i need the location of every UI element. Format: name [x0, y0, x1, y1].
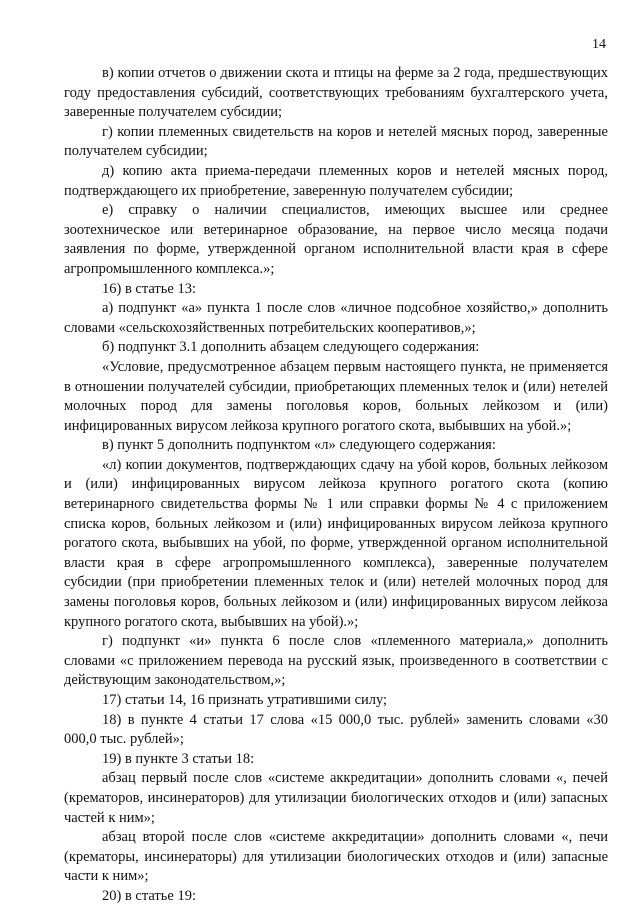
paragraph-v-herd-reports: в) копии отчетов о движении скота и птицы на ферме за 2 года, предшествующих году предоставления субсидий, соответствующих требованиям бухгалтерского учета, заверенные получателем субсидии;	[64, 65, 608, 121]
paragraph-g-breeding-certificates: г) копии племенных свидетельств на коров и нетелей мясных пород, заверенные получателем субсидии;	[64, 123, 608, 160]
document-body	[64, 64, 608, 907]
paragraph-19: 19) в пункте 3 статьи 18:	[102, 750, 255, 767]
page-number: 14	[592, 37, 606, 52]
paragraph-16a: а) подпункт «а» пункта 1 после слов «личное подсобное хозяйство,» дополнить словами «сельскохозяйственных потребительских кооперативов,»;	[64, 300, 608, 336]
paragraph-16g: г) подпункт «и» пункта 6 после слов «племенного материала,» дополнить словами «с приложением перевода на русский язык, произведенного в соответствии с действующим законодательством,»;	[64, 633, 608, 689]
paragraph-16v: в) пункт 5 дополнить подпунктом «л» следующего содержания:	[102, 437, 496, 454]
paragraph-16-article-13: 16) в статье 13:	[102, 280, 196, 297]
paragraph-16v-quote: «л) копии документов, подтверждающих сдачу на убой коров, больных лейкозом и (или) инфицированных вирусом лейкоза крупного рогатого скота (копию ветеринарного свидетельства формы № 1 или справки формы № 4 с приложением списка коров, больных лейкозом и (или) инфицированных вирусом лейкоза крупного рогатого скота, выбывших на убой, по форме, утвержденной органом исполнительной власти края в сфере агропромышленного комплекса), заверенные получателем субсидии (при приобретении племенных телок и (или) нетелей молочных пород для замены поголовья коров, больных лейкозом и (или) инфицированных вирусом лейкоза крупного рогатого скота, выбывших на убой).»;	[64, 456, 608, 630]
paragraph-d-transfer-act: д) копию акта приема-передачи племенных коров и нетелей мясных пород, подтверждающего их приобретение, заверенную получателем субсидии;	[64, 162, 608, 199]
paragraph-19-abzac-1: абзац первый после слов «системе аккредитации» дополнить словами «, печей (крематоров, инсинераторов) для утилизации биологических отходов и (или) запасных частей к ним»;	[64, 770, 608, 826]
paragraph-e-specialists-certificate: е) справку о наличии специалистов, имеющих высшее или среднее зоотехническое или ветеринарное образование, на первое число месяца подачи заявления по форме, утвержденной органом исполнительной власти края в сфере агропромышленного комплекса.»;	[64, 202, 608, 277]
paragraph-20: 20) в статье 19:	[102, 887, 196, 904]
paragraph-19-abzac-2: абзац второй после слов «системе аккредитации» дополнить словами «, печи (крематоры, инсинераторы) для утилизации биологических отходов и (или) запасные части к ним»;	[64, 829, 608, 885]
paragraph-16b: б) подпункт 3.1 дополнить абзацем следующего содержания:	[102, 339, 480, 356]
paragraph-18: 18) в пункте 4 статьи 17 слова «15 000,0 тыс. рублей» заменить словами «30 000,0 тыс. рублей»;	[64, 711, 608, 748]
paragraph-17: 17) статьи 14, 16 признать утратившими силу;	[102, 692, 388, 708]
paragraph-16b-quote: «Условие, предусмотренное абзацем первым настоящего пункта, не применяется в отношении получателей субсидии, приобретающих племенных телок и (или) нетелей молочных пород для замены поголовья коров, больных лейкозом и (или) инфицированных вирусом лейкоза крупного рогатого скота, выбывших на убой.»;	[64, 358, 608, 434]
